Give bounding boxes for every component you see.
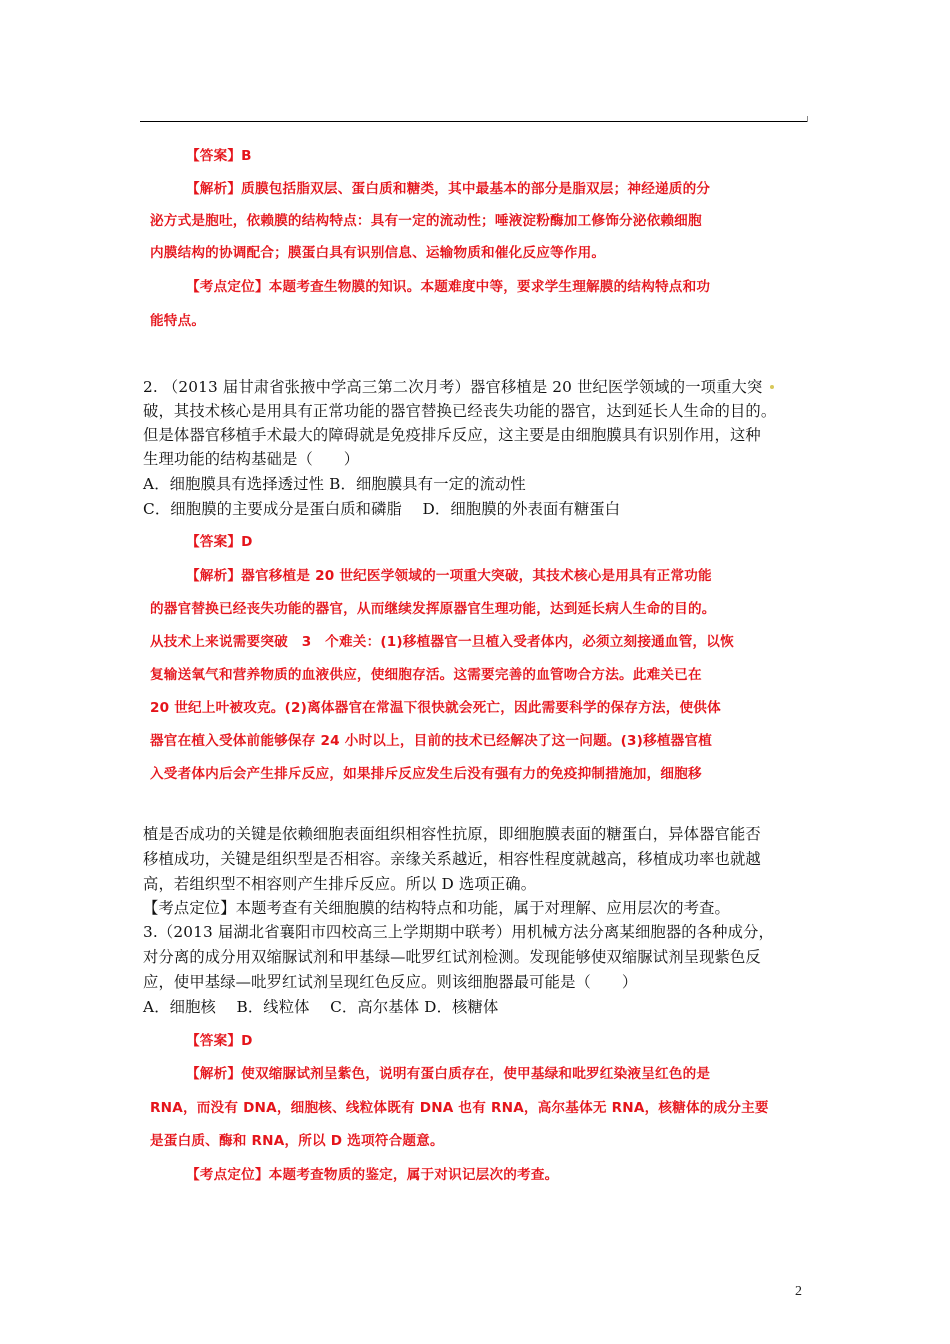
q1-analysis-line: 【解析】质膜包括脂双层、蛋白质和糖类，其中最基本的部分是脂双层；神经递质的分 bbox=[186, 181, 711, 197]
q3-answer: 【答案】D bbox=[186, 1033, 253, 1049]
q3-analysis-line: RNA，而没有 DNA，细胞核、线粒体既有 DNA 也有 RNA，高尔基体无 RNA，核糖体的成分主要 bbox=[150, 1100, 769, 1116]
q2-analysis-line: 【解析】器官移植是 20 世纪医学领域的一项重大突破，其技术核心是用具有正常功能 bbox=[186, 568, 712, 584]
q2-point: 【考点定位】本题考查有关细胞膜的结构特点和功能，属于对理解、应用层次的考查。 bbox=[143, 899, 730, 917]
q2-analysis-line: 入受者体内后会产生排斥反应，如果排斥反应发生后没有强有力的免疫抑制措施加，细胞移 bbox=[150, 766, 702, 782]
page-number: 2 bbox=[795, 1284, 802, 1299]
q2-option-line: C．细胞膜的主要成分是蛋白质和磷脂 D．细胞膜的外表面有糖蛋白 bbox=[143, 500, 621, 518]
q3-point: 【考点定位】本题考查物质的鉴定，属于对识记层次的考查。 bbox=[186, 1167, 559, 1183]
q1-analysis-line: 内膜结构的协调配合；膜蛋白具有识别信息、运输物质和催化反应等作用。 bbox=[150, 245, 606, 261]
q2-stem-line: 破，其技术核心是用具有正常功能的器官替换已经丧失功能的器官，达到延长人生命的目的。 bbox=[143, 402, 777, 420]
q2-answer: 【答案】D bbox=[186, 534, 253, 550]
q1-point: 【考点定位】本题考查生物膜的知识。本题难度中等，要求学生理解膜的结构特点和功 bbox=[186, 279, 711, 295]
q2-continuation-line: 移植成功，关键是组织型是否相容。亲缘关系越近，相容性程度就越高，移植成功率也就越 bbox=[143, 850, 761, 868]
q2-analysis-line: 复输送氧气和营养物质的血液供应，使细胞存活。这需要完善的血管吻合方法。此难关已在 bbox=[150, 667, 702, 683]
q2-continuation-line: 高，若组织型不相容则产生排斥反应。所以 D 选项正确。 bbox=[143, 875, 537, 893]
q2-continuation-line: 植是否成功的关键是依赖细胞表面组织相容性抗原，即细胞膜表面的糖蛋白，异体器官能否 bbox=[143, 825, 761, 843]
q2-analysis-line: 从技术上来说需要突破 3 个难关：(1)移植器官一旦植入受者体内，必须立刻接通血管，以恢 bbox=[150, 634, 734, 650]
q3-analysis-line: 是蛋白质、酶和 RNA，所以 D 选项符合题意。 bbox=[150, 1133, 444, 1149]
q2-analysis-line: 器官在植入受体前能够保存 24 小时以上，目前的技术已经解决了这一问题。(3)移植器官植 bbox=[150, 733, 713, 749]
q3-stem-line: 应，使甲基绿—吡罗红试剂呈现红色反应。则该细胞器最可能是（ ） bbox=[143, 973, 638, 991]
q3-stem-line: 3.（2013 届湖北省襄阳市四校高三上学期期中联考）用机械方法分离某细胞器的各种成分， bbox=[143, 923, 774, 941]
header-rule bbox=[140, 121, 808, 122]
q1-point: 能特点。 bbox=[150, 313, 206, 329]
decorative-dot bbox=[770, 385, 774, 389]
q1-analysis-line: 泌方式是胞吐，依赖膜的结构特点：具有一定的流动性；唾液淀粉酶加工修饰分泌依赖细胞 bbox=[150, 213, 702, 229]
q3-options: A．细胞核 B．线粒体 C．高尔基体 D．核糖体 bbox=[143, 998, 499, 1016]
q2-analysis-line: 20 世纪上叶被攻克。(2)离体器官在常温下很快就会死亡，因此需要科学的保存方法，使供体 bbox=[150, 700, 721, 716]
q2-option-line: A．细胞膜具有选择透过性 B．细胞膜具有一定的流动性 bbox=[143, 475, 526, 493]
header-rule-tick bbox=[807, 116, 808, 122]
q3-stem-line: 对分离的成分用双缩脲试剂和甲基绿—吡罗红试剂检测。发现能够使双缩脲试剂呈现紫色反 bbox=[143, 948, 761, 966]
q2-stem-line: 2. （2013 届甘肃省张掖中学高三第二次月考）器官移植是 20 世纪医学领域的一项重大突 bbox=[143, 378, 763, 396]
q2-stem-line: 生理功能的结构基础是（ ） bbox=[143, 450, 360, 468]
q2-stem-line: 但是体器官移植手术最大的障碍就是免疫排斥反应，这主要是由细胞膜具有识别作用，这种 bbox=[143, 426, 761, 444]
q2-analysis-line: 的器官替换已经丧失功能的器官，从而继续发挥原器官生理功能，达到延长病人生命的目的。 bbox=[150, 601, 716, 617]
q1-answer: 【答案】B bbox=[186, 148, 252, 164]
q3-analysis-line: 【解析】使双缩脲试剂呈紫色，说明有蛋白质存在，使甲基绿和吡罗红染液呈红色的是 bbox=[186, 1066, 711, 1082]
